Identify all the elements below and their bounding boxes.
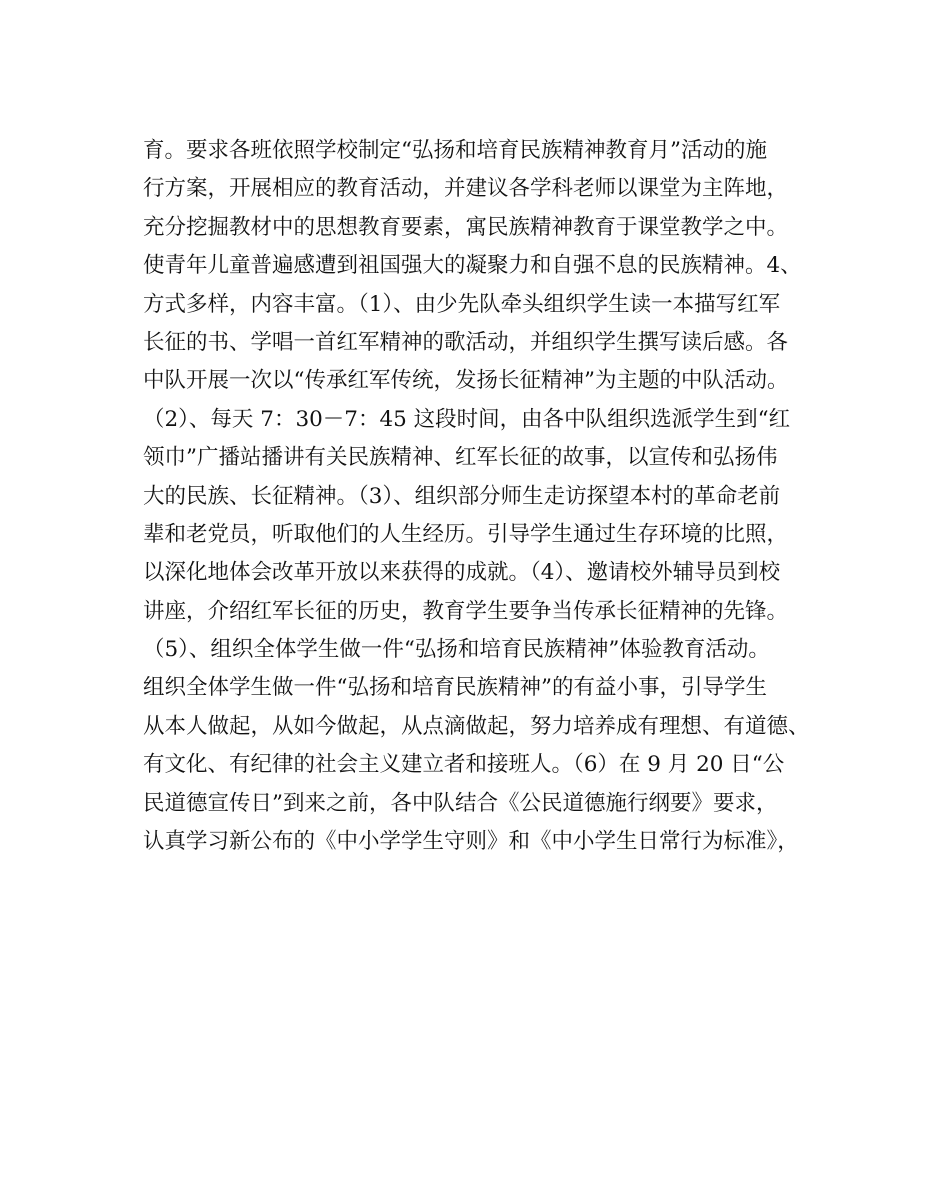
text-line: 充分挖掘教材中的思想教育要素，寓民族精神教育于课堂教学之中。: [143, 214, 789, 240]
text-line: 从本人做起，从如今做起，从点滴做起，努力培养成有理想、有道德、: [143, 713, 810, 739]
text-line: 以深化地体会改革开放以来获得的成就。（4）、邀请校外辅导员到校: [143, 560, 781, 586]
text-line: 育。要求各班依照学校制定“弘扬和培育民族精神教育月”活动的施: [143, 138, 767, 163]
text-line: 辈和老党员，听取他们的人生经历。引导学生通过生存环境的比照，: [143, 521, 789, 547]
text-line: （5）、组织全体学生做一件“弘扬和培育民族精神”体验教育活动。: [143, 637, 770, 663]
text-line: （2）、每天 7：30－7：45 这段时间，由各中队组织选派学生到“红: [143, 406, 791, 432]
text-line: 行方案，开展相应的教育活动，并建议各学科老师以课堂为主阵地，: [143, 176, 789, 202]
text-line: 方式多样，内容丰富。（1）、由少先队牵头组织学生读一本描写红军: [143, 291, 781, 317]
text-line: 组织全体学生做一件“弘扬和培育民族精神”的有益小事，引导学生: [143, 675, 767, 701]
body-text: [143, 132, 833, 861]
text-line: 民道德宣传日”到来之前，各中队结合《公民道德施行纲要》要求，: [143, 790, 778, 816]
text-line: 讲座，介绍红军长征的历史，教育学生要争当传承长征精神的先锋。: [143, 598, 789, 624]
text-line: 认真学习新公布的《中小学学生守则》和《中小学生日常行为标准》，: [143, 829, 799, 855]
text-line: 有文化、有纪律的社会主义建立者和接班人。（6）在 9 月 20 日“公: [143, 752, 785, 778]
text-line: 领巾”广播站播讲有关民族精神、红军长征的故事，以宣传和弘扬伟: [143, 445, 778, 471]
text-line: 长征的书、学唱一首红军精神的歌活动，并组织学生撰写读后感。各: [143, 329, 789, 355]
text-line: 使青年儿童普遍感遭到祖国强大的凝聚力和自强不息的民族精神。4、: [143, 253, 802, 279]
text-line: 中队开展一次以“传承红军传统，发扬长征精神”为主题的中队活动。: [143, 368, 789, 394]
text-line: 大的民族、长征精神。（3）、组织部分师生走访探望本村的革命老前: [143, 483, 781, 509]
